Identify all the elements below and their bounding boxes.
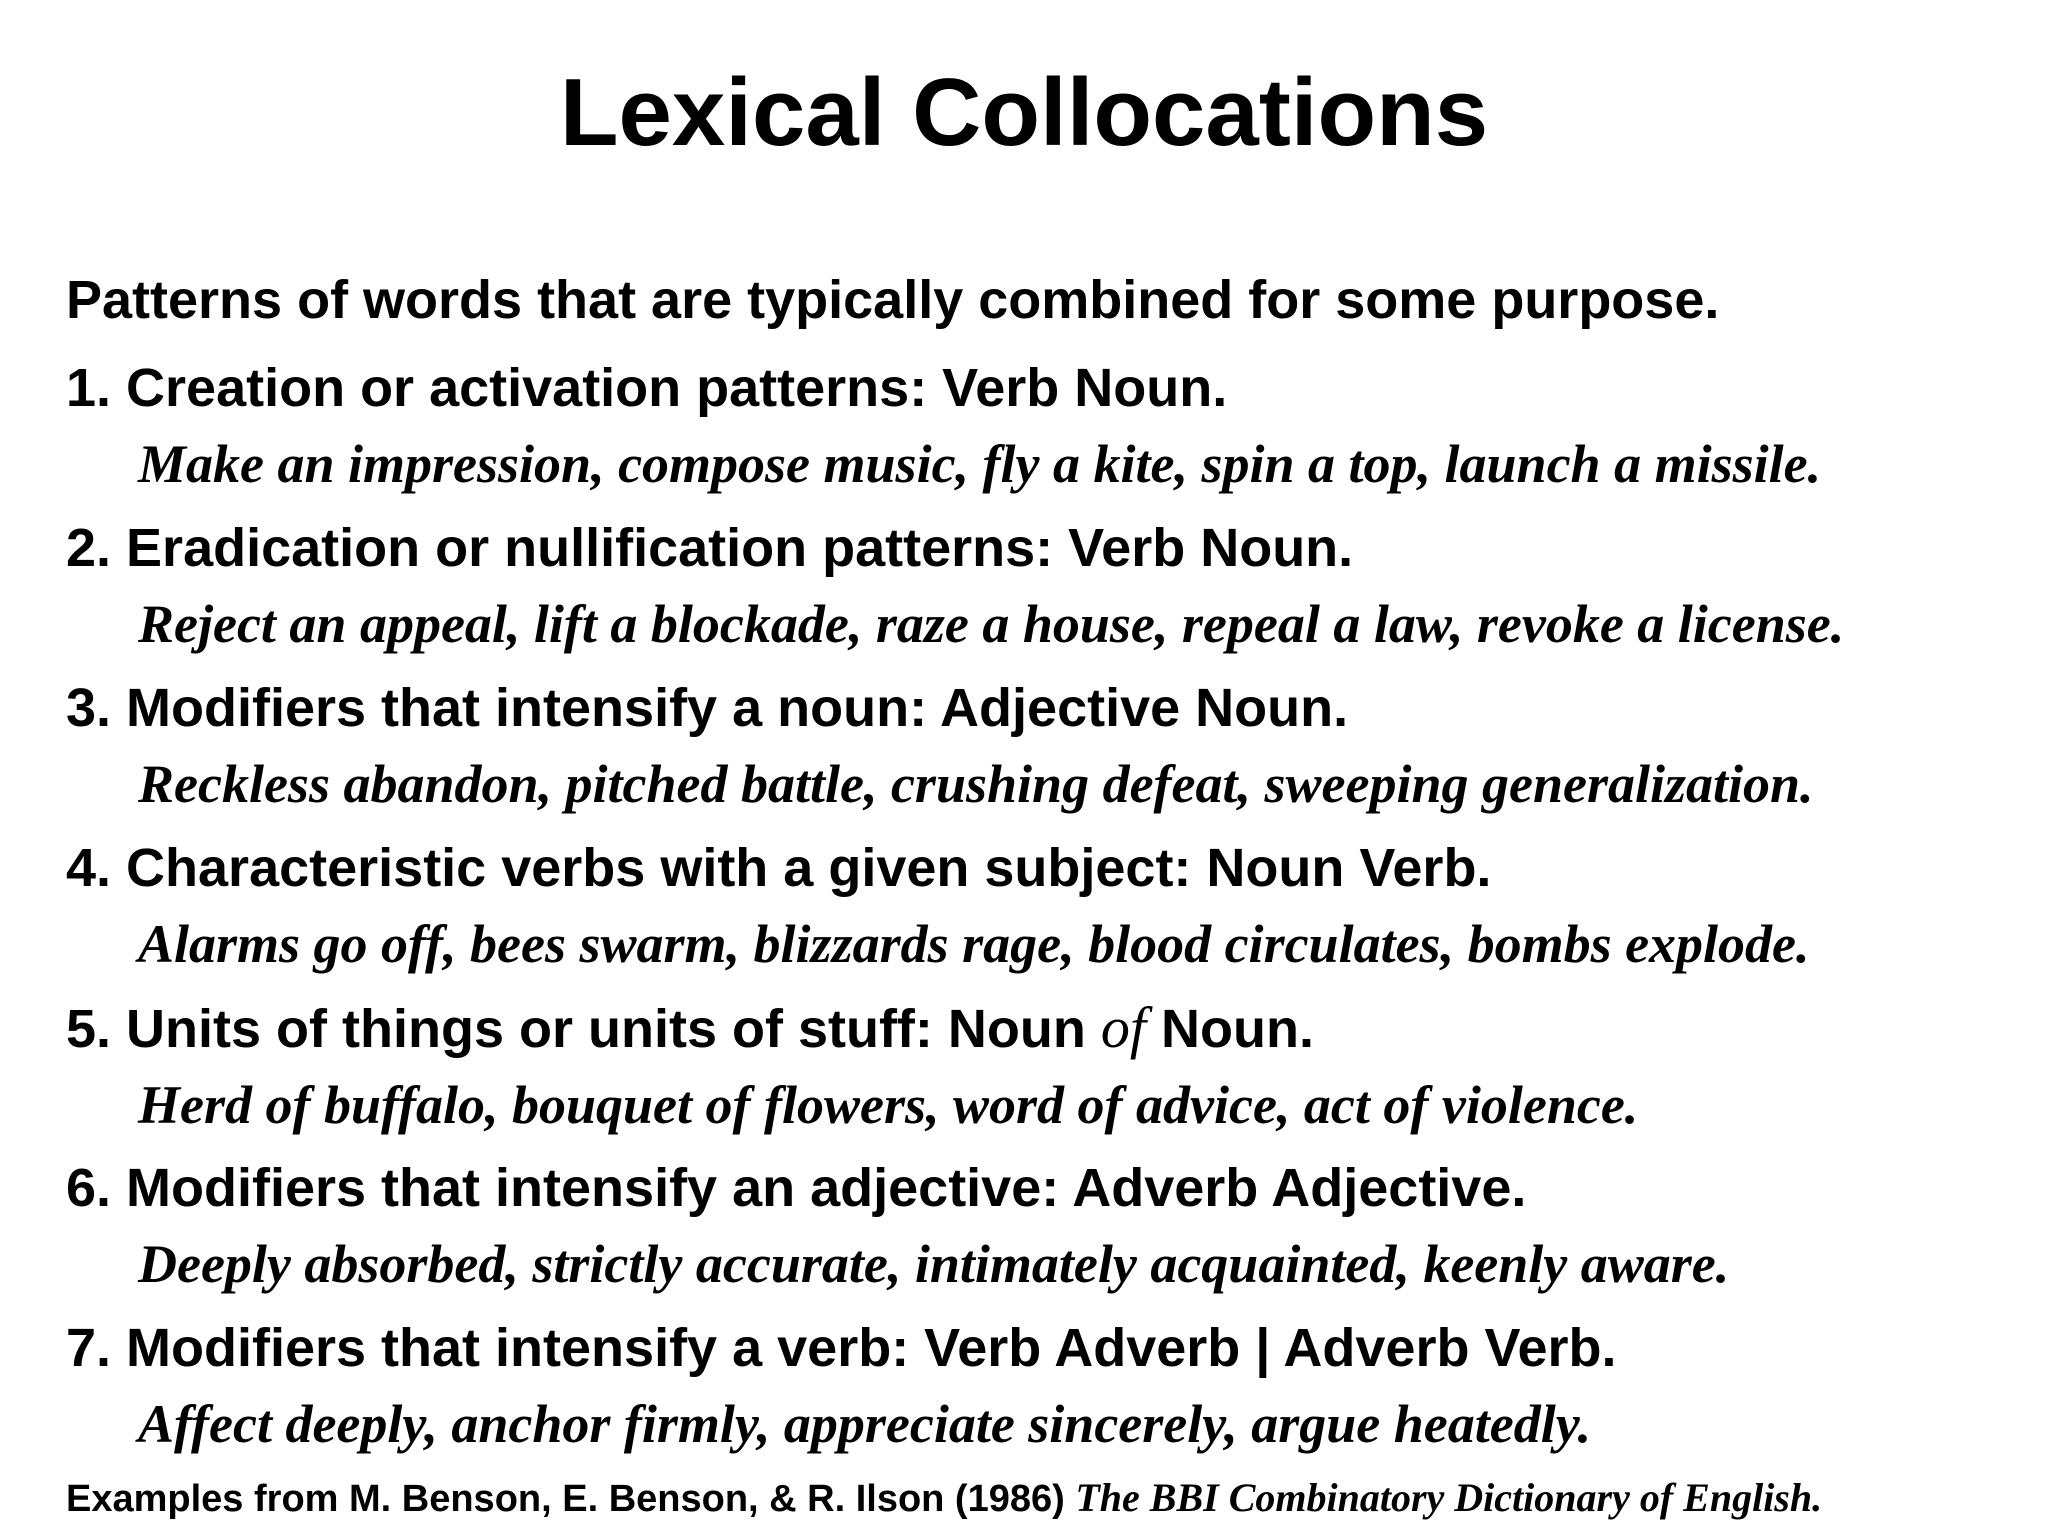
pattern-heading: 6. Modifiers that intensify an adjective: Adverb Adjective. xyxy=(66,1158,1527,1218)
pattern-heading: 1. Creation or activation patterns: Verb Noun. xyxy=(66,358,1228,418)
slide-title: Lexical Collocations xyxy=(559,59,1489,166)
pattern-examples: Affect deeply, anchor firmly, appreciate sincerely, argue heatedly. xyxy=(138,1394,1592,1454)
pattern-item-4 xyxy=(66,836,2026,976)
source-prefix: Examples from M. Benson, E. Benson, & R. Ilson (1986) xyxy=(66,1478,1076,1520)
intro-text: Patterns of words that are typically combined for some purpose. xyxy=(66,270,1720,330)
pattern-examples: Deeply absorbed, strictly accurate, intimately acquainted, keenly aware. xyxy=(138,1234,1730,1294)
pattern-heading: 7. Modifiers that intensify a verb: Verb Adverb | Adverb Verb. xyxy=(66,1318,1617,1378)
pattern-item-1 xyxy=(66,356,2026,496)
pattern-heading: 3. Modifiers that intensify a noun: Adjective Noun. xyxy=(66,678,1349,738)
pattern-examples: Alarms go off, bees swarm, blizzards rage, blood circulates, bombs explode. xyxy=(138,914,1810,974)
pattern-examples: Reckless abandon, pitched battle, crushing defeat, sweeping generalization. xyxy=(138,754,1814,814)
pattern-examples: Make an impression, compose music, fly a kite, spin a top, launch a missile. xyxy=(138,434,1822,494)
pattern-item-3 xyxy=(66,676,2026,816)
pattern-item-6 xyxy=(66,1156,2026,1296)
pattern-heading xyxy=(66,996,2026,1061)
pattern-heading-part: 5. Units of things or units of stuff: Noun xyxy=(66,999,1101,1059)
pattern-examples: Reject an appeal, lift a blockade, raze a house, repeal a law, revoke a license. xyxy=(138,594,1845,654)
pattern-item-5 xyxy=(66,996,2026,1137)
pattern-item-7 xyxy=(66,1316,2026,1456)
pattern-heading: 2. Eradication or nullification patterns: Verb Noun. xyxy=(66,518,1354,578)
source-citation xyxy=(66,1474,1822,1523)
pattern-heading-part: Noun. xyxy=(1145,999,1314,1059)
pattern-heading: 4. Characteristic verbs with a given subject: Noun Verb. xyxy=(66,838,1492,898)
pattern-examples: Herd of buffalo, bouquet of flowers, word of advice, act of violence. xyxy=(138,1075,1639,1135)
pattern-heading-italic-word: of xyxy=(1100,995,1146,1060)
pattern-item-2 xyxy=(66,516,2026,656)
source-book-title: The BBI Combinatory Dictionary of English. xyxy=(1075,1475,1823,1520)
